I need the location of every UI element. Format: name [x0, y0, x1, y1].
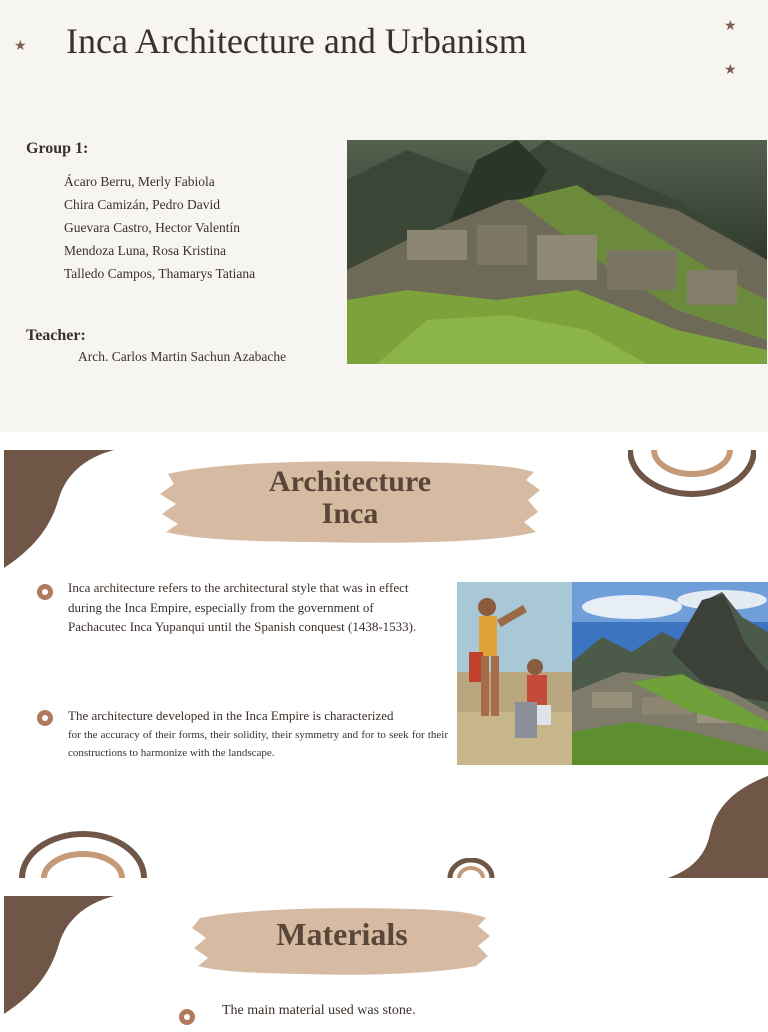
decorative-leaf-shape [4, 896, 116, 1016]
materials-slide [0, 892, 768, 1032]
machu-picchu-photo [347, 140, 767, 364]
paragraph: for the accuracy of their forms, their solidity, their symmetry and for to seek for their constructions to harmonize with the landscape. [68, 729, 448, 759]
list-item: Talledo Campos, Thamarys Tatiana [64, 266, 256, 281]
list-item: Chira Camizán, Pedro David [64, 197, 220, 212]
bullet-icon [179, 1009, 195, 1025]
paragraph: Inca architecture refers to the architectural style that was in effect during the Inca Empire, especially from the government of Pachacutec Inca Yupanqui until the Spanish conquest (1438-1533). [68, 580, 417, 634]
decorative-leaf-shape [4, 450, 116, 570]
list-item: Mendoza Luna, Rosa Kristina [64, 243, 226, 258]
teacher-name: Arch. Carlos Martin Sachun Azabache [78, 349, 287, 364]
decorative-arcs [628, 450, 756, 498]
paragraph: The main material used was stone. [222, 1003, 416, 1018]
title-slide [0, 0, 768, 432]
star-icon: ★ [724, 63, 737, 78]
machu-picchu-photo [572, 582, 768, 765]
decorative-arc-small [446, 858, 496, 878]
group-label: Group 1: [26, 140, 89, 157]
member-list [64, 170, 255, 285]
section-title: Architecture Inca [268, 465, 432, 530]
page-title: Inca Architecture and Urbanism [66, 21, 527, 61]
star-icon: ★ [724, 19, 737, 34]
star-icon: ★ [14, 39, 27, 54]
list-item: Guevara Castro, Hector Valentín [64, 220, 240, 235]
inca-builders-illustration [457, 582, 572, 765]
paragraph: The architecture developed in the Inca Empire is characterized [68, 708, 394, 723]
decorative-leaf-shape [668, 776, 768, 878]
bullet-icon [37, 710, 53, 726]
decorative-arcs [18, 830, 148, 878]
teacher-label: Teacher: [26, 327, 86, 344]
architecture-slide [0, 446, 768, 878]
bullet-icon [37, 584, 53, 600]
list-item: Ácaro Berru, Merly Fabiola [64, 174, 215, 189]
section-title: Materials [276, 916, 408, 952]
